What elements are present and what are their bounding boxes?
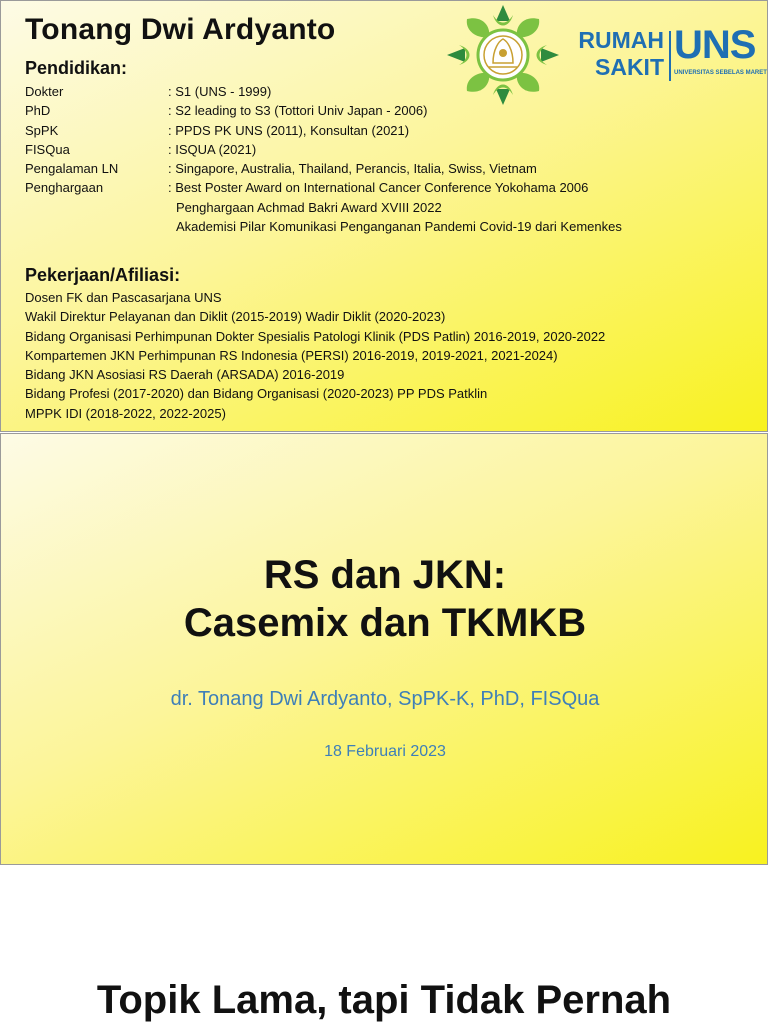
work-item: Kompartemen JKN Perhimpunan RS Indonesia (PERSI) 2016-2019, 2019-2021, 2021-2024) [25, 347, 558, 363]
work-list [25, 288, 605, 423]
presentation-title-line1: RS dan JKN: [263, 553, 507, 597]
rumah-sakit-wordmark [566, 27, 664, 81]
education-key: Penghargaan [25, 180, 104, 196]
logo-uns-subtitle: UNIVERSITAS SEBELAS MARET [674, 70, 767, 76]
slide-title [0, 433, 768, 865]
presentation-date: 18 Februari 2023 [324, 743, 446, 760]
work-heading: Pekerjaan/Afiliasi: [25, 265, 181, 285]
next-slide-title: Topik Lama, tapi Tidak Pernah [96, 978, 672, 1022]
education-heading: Pendidikan: [25, 58, 128, 78]
work-item: Dosen FK dan Pascasarjana UNS [25, 290, 222, 305]
slide-profile [0, 0, 768, 432]
work-item: Wakil Direktur Pelayanan dan Diklit (2015-2019) Wadir Diklit (2020-2023) [25, 309, 446, 325]
education-key: Pengalaman LN [25, 161, 119, 177]
presentation-title-line2: Casemix dan TKMKB [183, 601, 587, 645]
education-value: : PPDS PK UNS (2011), Konsultan (2021) [168, 122, 410, 138]
education-value: : ISQUA (2021) [168, 141, 257, 157]
education-row [25, 140, 622, 159]
logo-rumah-text: RUMAH [578, 27, 664, 53]
education-key: SpPK [25, 122, 59, 138]
work-item: MPPK IDI (2018-2022, 2022-2025) [25, 405, 226, 421]
work-item: Bidang JKN Asosiasi RS Daerah (ARSADA) 2016-2019 [25, 367, 345, 383]
education-value: : S2 leading to S3 (Tottori Univ Japan - 2006) [168, 103, 428, 119]
education-key: Dokter [25, 84, 64, 99]
education-key: FISQua [25, 141, 70, 157]
award-continued-line: Penghargaan Achmad Bakri Award XVIII 2022 [176, 199, 442, 215]
education-value: : S1 (UNS - 1999) [168, 84, 272, 99]
education-table [25, 82, 622, 236]
education-row [25, 101, 622, 120]
education-value: : Singapore, Australia, Thailand, Perancis, Italia, Swiss, Vietnam [168, 161, 537, 177]
education-row [25, 178, 622, 197]
award-continued-line: Akademisi Pilar Komunikasi Penganganan Pandemi Covid-19 dari Kemenkes [176, 219, 622, 235]
presenter-name: dr. Tonang Dwi Ardyanto, SpPK-K, PhD, FISQua [170, 688, 600, 710]
profile-name-title: Tonang Dwi Ardyanto [25, 13, 336, 46]
logo-divider [669, 31, 671, 81]
logo-uns-text: UNS [674, 23, 756, 67]
work-item: Bidang Profesi (2017-2020) dan Bidang Organisasi (2020-2023) PP PDS Patklin [25, 386, 488, 402]
presentation-title [1, 551, 768, 647]
work-item: Bidang Organisasi Perhimpunan Dokter Spesialis Patologi Klinik (PDS Patlin) 2016-2019, 2020-2022 [25, 328, 606, 344]
education-row [25, 82, 622, 101]
education-row [25, 121, 622, 140]
education-row [25, 159, 622, 178]
education-value: : Best Poster Award on International Cancer Conference Yokohama 2006 [168, 180, 589, 196]
education-key: PhD [25, 103, 51, 119]
logo-sakit-text: SAKIT [595, 54, 664, 80]
